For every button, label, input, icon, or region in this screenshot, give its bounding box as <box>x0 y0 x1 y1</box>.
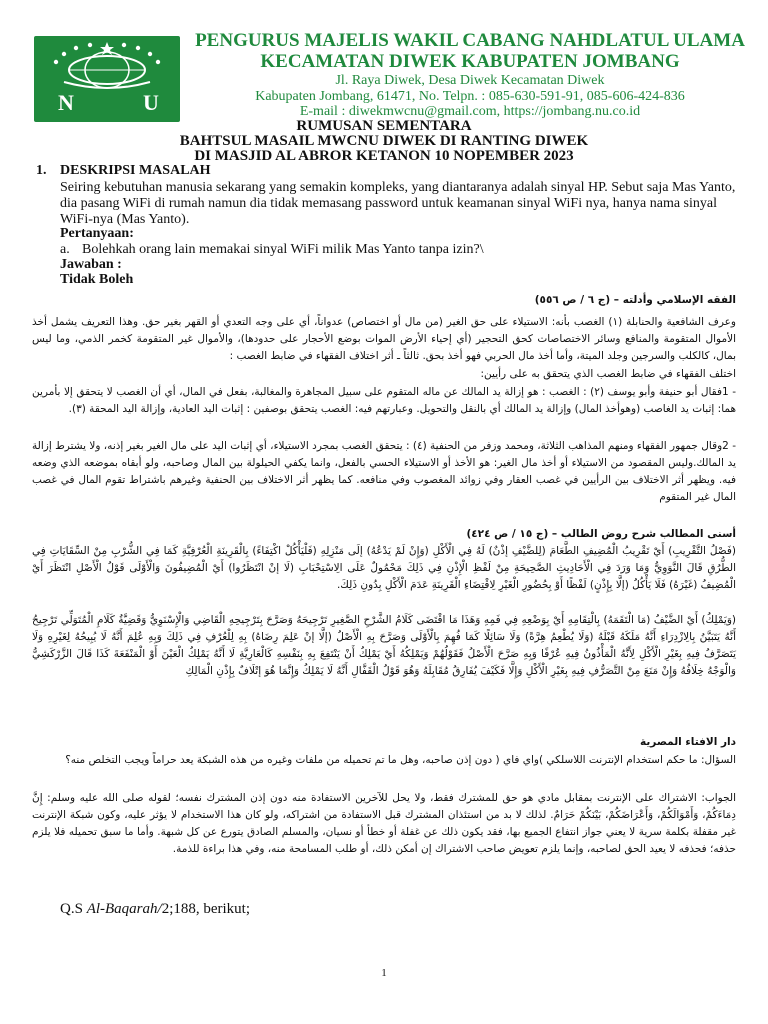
nu-logo <box>34 36 180 122</box>
qs-surah: Al-Baqarah/ <box>86 901 162 917</box>
reference-title: الفقه الإسلامي وأدلته – (ج ٦ / ص ٥٥٦) <box>534 294 736 306</box>
question-item <box>60 242 484 258</box>
reference-title: أسنى المطالب شرح روض الطالب – (ج ١٥ / ص ٤٢٤) <box>466 528 736 540</box>
title-line2: BAHTSUL MASAIL MWCNU DIWEK DI RANTING DIWEK <box>179 133 589 149</box>
section-heading: DESKRIPSI MASALAH <box>60 163 211 178</box>
title-line3: DI MASJID AL ABROR KETANON 10 NOPEMBER 2023 <box>194 148 574 164</box>
answer-text: Tidak Boleh <box>60 272 134 287</box>
section-number: 1. <box>36 163 47 178</box>
quran-citation <box>60 901 250 918</box>
question-heading: Pertanyaan: <box>60 226 134 241</box>
address-line3: E-mail : diwekmwcnu@gmail.com, https://jombang.nu.co.id <box>299 104 641 119</box>
org-name-line1: PENGURUS MAJELIS WAKIL CABANG NAHDLATUL ULAMA <box>195 30 745 51</box>
title-line1: RUMUSAN SEMENTARA <box>296 118 472 134</box>
reference-paragraph: اختلف الفقهاء في ضابط الغصب الذي يتحقق به على رأيين: <box>480 368 736 380</box>
reference-paragraph: (فَصْلُ التَّقْرِيبِ) أَيْ تَقْرِيبُ الْمُضِيفِ الطَّعَامَ (لِلضَّيْفِ إذْنٌ) لَهُ فِي الْأَكْلِ (وَإِنْ لَمْ يَدْعُهُ) إلَى مَنْزِلِهِ (فَلْيَأْكُلْ اكْتِفَاءً) بِالْقَرِينَةِ الْعُرْفِيَّةِ كَمَا فِي الشُّرْبِ مِنْ السِّقَايَاتِ فِي الطُّرُقِ قَالَ النَّوَوِيُّ وَمَا وَرَدَ فِي الْأَحَادِيثِ الصَّحِيحَةِ مِنْ لَفْظِ الْإِذْنِ فِي ذَلِكَ مَحْمُولٌ عَلَى الِاسْتِحْبَابِ (لَا إنْ انْتَظَرُوا) أَيْ الْمُضِيفُونَ وَالْأَوْلَى قَوْلُ الْأَصْلِ انْتَظَرَ أَيْ الْمُضِيفُ (غَيْرَهُ) فَلَا يَأْكُلُ (إلَّا بِإِذْنٍ) لَفْظًا أَوْ بِحُضُورِ الْغَيْرِ لِاقْتِضَاءِ الْقَرِينَةِ عَدَمَ الْأَكْلِ بِدُونِ ذَلِكَ. <box>32 545 736 591</box>
reference-paragraph: - 2وقال جمهور الفقهاء ومنهم المذاهب الثلاثة، ومحمد وزفر من الحنفية (٤) : يتحقق الغصب بمجرد الاستيلاء، أي إثبات اليد على مال الغير بغير إذنه، ولا يشترط إزالة يد المالك.وليس المقصود من الاستيلاء أو أخذ مال الغير: هو الأخذ أو الاستيلاء الحسي بالفعل، وانما يكفي الحيلولة بين المال وصاحبه، ولو أبقاه بموضعه الذي وضعه فيه. ويظهر أثر الاختلاف بين الرأيين في غصب العقار وفي زوائد المغصوب وفي منافعه. كما يظهر أثر الاختلاف بين الحنفية وغيرهم باشتراط تقوم المال في غصب المال غير المتقوم <box>32 440 736 503</box>
reference-paragraph: - 1فقال أبو حنيفة وأبو يوسف (٢) : الغصب : هو إزالة يد المالك عن ماله المتقوم على سبيل المجاهرة والمغالبة، بفعل في المال، أي أن الغصب لا يتحقق إلا بأمرين هما: إثبات يد الغاصب (وهوأخذ المال) وإزالة يد المالك أي بالنقل والتحويل. وعبارتهم فيه: الغصب يتحقق بوصفين : إثبات اليد العادية، وإزالة اليد المحقة (٣). <box>32 386 736 415</box>
reference-answer: الجواب: الاشتراك على الإنترنت بمقابل مادي هو حق للمشترك فقط، ولا يحل للآخرين الاستفادة منه دون إذن المشترك نفسه؛ لقوله صلى الله عليه وسلم: إِنَّ دِمَاءَكُمْ، وَأَمْوَالَكُمْ، وَأَعْرَاضَكُمْ، بَيْنَكُمْ حَرَامٌ. لذلك لا بد من استئذان المشترك قبل الاستفادة من اشتراكه، ولو كان هذا الاستخدام لا يؤثر عليه، وكون شبكة الإنترنت غير مقفلة بكلمة سرية لا يعني جواز انتفاع الجميع بها، فقد يكون ذلك عن غفلة أو خطأ أو نسيان، والمسلم الصادق يتورع عن كل شبهة. وأما ما سبق تحميله فلا يلزم حذفه؛ فحذفه لا يعيد الحق لصاحبه، وإنما يلزم تعويض صاحب الاشتراك إن أمكن ذلك، أو طلب المسامحة منه، وفي هذا براءة للذمة. <box>32 792 736 855</box>
reference-paragraph: وعرف الشافعية والحنابلة (١) الغصب بأنه: الاستيلاء على حق الغير (من مال أو اختصاص) عدواناً، أي على وجه التعدي أو القهر بغير حق. وهذا التعريف يشمل أخذ الأموال المتقومة والمنافع وسائر الاختصاصات كحق التحجير (أي إحياء الأرض الموات بوضع الأحجار على حدودها)، والأموال غير المتقومة كخمر الذمي، وما ليس بمال، كالكلب والسرجين وجلد الميتة، وأما أخذ مال الحربي فهو أخذ بحق. ثالثاً ـ أثر اختلاف الفقهاء في ضابط الغصب : <box>32 316 736 362</box>
qs-prefix: Q.S <box>60 901 87 917</box>
qs-rest: 2;188, berikut; <box>161 901 251 917</box>
address-line2: Kabupaten Jombang, 61471, No. Telpn. : 085-630-591-91, 085-606-424-836 <box>255 89 685 104</box>
reference-paragraph: (وَيَمْلِكُ) أَيْ الضَّيْفُ (مَا الْتَقَمَهُ) بِالْتِقَامِهِ أَيْ بِوَضْعِهِ فِي فَمِهِ وَهَذَا مَا اقْتَضَى كَلَامُ الشَّرْحِ الصَّغِيرِ تَرْجِيحَهُ وَصَرَّحَ بِتَرْجِيحِهِ الْقَاضِي وَالْإِسْنَوِيُّ وَقَضِيَّةُ كَلَامِ الْمُتَوَلِّي تَرْجِيحُ أَنَّهُ يَتَبَيَّنُ بِالِازْدِرَاءِ أَنَّهُ مَلَكَهُ قَبْلَهُ (وَلَا يُطْعِمُ هِرَّةً) وَلَا سَائِلًا كَمَا فُهِمَ بِالْأَوْلَى وَصَرَّحَ بِهِ الْأَصْلُ (إلَّا إنْ عَلِمَ رِضَاهُ) بِهِ لِلْعُرْفِ فِي ذَلِكَ وَبِهِ عُلِمَ أَنَّهُ لَا يُبِيحُهُ لِغَيْرِهِ وَلَا يَتَصَرَّفُ فِيهِ بِغَيْرِ الْأَكْلِ لِأَنَّهُ الْمَأْذُونُ فِيهِ عُرْفًا وَبِهِ صَرَّحَ الْأَصْلُ فَقَوْلُهُمْ وَيَمْلِكُهُ أَيْ يَمْلِكُ أَنْ يَنْتَفِعَ بِهِ بِنَفْسِهِ كَالْعَارِيَّةِ لَا أَنَّهُ يَمْلِكُ الْعَيْنَ أَوْ الْمَنْفَعَةَ كَذَا قَالَ الزَّرْكَشِيُّ وَالْوَجْهُ خِلَافُهُ وَإِنْ مَنَعَ مِنْ التَّصَرُّفِ فِيهِ بِغَيْرِ الْأَكْلِ وَإِلَّا فَكَيْفَ يُفَارِقُ مُقَابِلَهُ وَهُوَ قَوْلُ الْقَفَّالِ أَنَّهُ لَا يَمْلِكُ وَإِنَّمَا هُوَ إتْلَافٌ بِإِذْنِ الْمَالِكِ <box>32 614 736 677</box>
logo-letter-n: N <box>58 90 74 115</box>
problem-description: Seiring kebutuhan manusia sekarang yang semakin kompleks, yang diantaranya adalah sinyal HP. Sebut saja Mas Yanto, dia pasang WiFi di rumah namun dia tidak memasang password untuk keamanan sinyal WiFi nya, hanya nama sinyal WiFi-nya (Mas Yanto). <box>60 180 736 227</box>
address-line1: Jl. Raya Diwek, Desa Diwek Kecamatan Diwek <box>335 73 605 88</box>
logo-letter-u: U <box>143 90 159 115</box>
question-label: a. <box>60 242 70 257</box>
org-name-line2: KECAMATAN DIWEK KABUPATEN JOMBANG <box>260 51 680 72</box>
page-number: 1 <box>381 967 387 979</box>
reference-question: السؤال: ما حكم استخدام الإنترنت اللاسلكي )واي فاي ( دون إذن صاحبه، وهل ما تم تحميله من ملفات وغيره من هذه الشبكة يعد حراماً ويجب التخلص منه؟ <box>65 754 736 766</box>
question-text: Bolehkah orang lain memakai sinyal WiFi milik Mas Yanto tanpa izin?\ <box>82 242 484 257</box>
answer-heading: Jawaban : <box>60 257 122 272</box>
reference-title: دار الافتاء المصرية <box>639 736 736 748</box>
